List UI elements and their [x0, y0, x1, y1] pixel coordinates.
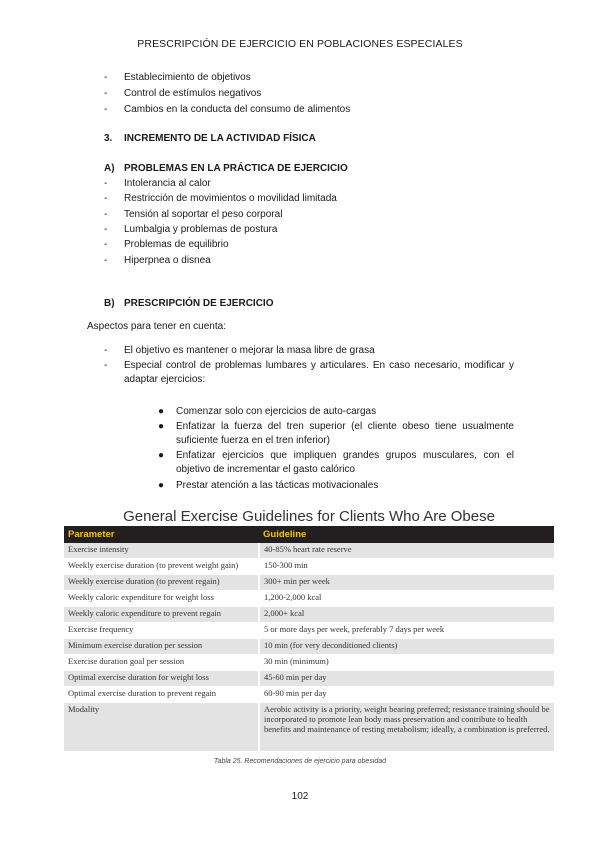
section-heading-b: B) PRESCRIPCIÓN DE EJERCICIO [104, 298, 274, 309]
table-row [64, 687, 554, 703]
list-item: - Tensión al soportar el peso corporal [104, 209, 283, 220]
parameter-cell: Weekly exercise duration (to prevent regain) [64, 575, 259, 591]
list-item: - Intolerancia al calor [104, 178, 211, 189]
guideline-cell: 300+ min per week [259, 575, 554, 591]
parameter-cell: Weekly caloric expenditure to prevent regain [64, 607, 259, 623]
table-row [64, 559, 554, 575]
list-item: - Hiperpnea o disnea [104, 255, 211, 266]
section-heading-a: A) PROBLEMAS EN LA PRÁCTICA DE EJERCICIO [104, 163, 348, 174]
guideline-cell: 45-60 min per day [259, 671, 554, 687]
guideline-cell: 150-300 min [259, 559, 554, 575]
page-number: 102 [291, 791, 309, 802]
list-item: - Establecimiento de objetivos [104, 72, 251, 83]
list-item: - Lumbalgia y problemas de postura [104, 224, 278, 235]
table-row [64, 655, 554, 671]
bullet-item: ● Comenzar solo con ejercicios de auto-cargas [158, 406, 377, 417]
bullet-item: ● Enfatizar la fuerza del tren superior (el cliente obeso tiene usualmente suficiente fuerza en el tren inferior) [158, 421, 514, 446]
bullet-item: ● Prestar atención a las tácticas motivacionales [158, 480, 379, 491]
guideline-cell: 10 min (for very deconditioned clients) [259, 639, 554, 655]
table-row [64, 607, 554, 623]
bullet-item: ● Enfatizar ejercicios que impliquen grandes grupos musculares, con el objetivo de incrementar el gasto calórico [158, 450, 514, 475]
table-header-row [64, 526, 554, 543]
list-item: - Restricción de movimientos o movilidad limitada [104, 193, 337, 204]
guideline-cell: 40-85% heart rate reserve [259, 543, 554, 559]
guideline-cell: 5 or more days per week, preferably 7 days per week [259, 623, 554, 639]
guideline-cell: 2,000+ kcal [259, 607, 554, 623]
parameter-cell: Weekly exercise duration (to prevent weight gain) [64, 559, 259, 575]
parameter-cell: Exercise frequency [64, 623, 259, 639]
list-item: - Control de estímulos negativos [104, 88, 262, 99]
parameter-cell: Minimum exercise duration per session [64, 639, 259, 655]
guideline-cell: 30 min (minimum) [259, 655, 554, 671]
parameter-cell: Optimal exercise duration for weight loss [64, 671, 259, 687]
parameter-cell: Modality [64, 703, 259, 752]
parameter-cell: Exercise duration goal per session [64, 655, 259, 671]
table-caption: Tabla 25. Recomendaciones de ejercicio para obesidad [213, 758, 387, 765]
table-row [64, 575, 554, 591]
table-row [64, 591, 554, 607]
running-header: PRESCRIPCIÓN DE EJERCICIO EN POBLACIONES ESPECIALES [137, 38, 463, 50]
table-row [64, 671, 554, 687]
guideline-cell: 60-90 min per day [259, 687, 554, 703]
guideline-cell: 1,200-2,000 kcal [259, 591, 554, 607]
table-row [64, 543, 554, 559]
table-row [64, 703, 554, 752]
table-title: General Exercise Guidelines for Clients Who Are Obese [123, 508, 495, 525]
list-item: - Problemas de equilibrio [104, 239, 229, 250]
list-item: - Cambios en la conducta del consumo de alimentos [104, 104, 351, 115]
parameter-cell: Optimal exercise duration to prevent regain [64, 687, 259, 703]
guidelines-table [64, 526, 554, 752]
section-heading-3: 3. INCREMENTO DE LA ACTIVIDAD FÍSICA [104, 133, 316, 144]
table-row [64, 623, 554, 639]
column-header-parameter: Parameter [64, 526, 259, 543]
intro-text: Aspectos para tener en cuenta: [87, 321, 226, 332]
list-item: - El objetivo es mantener o mejorar la masa libre de grasa [104, 345, 375, 356]
parameter-cell: Exercise intensity [64, 543, 259, 559]
parameter-cell: Weekly caloric expenditure for weight loss [64, 591, 259, 607]
list-item: - Especial control de problemas lumbares y articulares. En caso necesario, modificar y adaptar ejercicios: [104, 360, 514, 385]
table-row [64, 639, 554, 655]
guideline-cell: Aerobic activity is a priority, weight bearing preferred; resistance training should be incorporated to promote lean body mass preservation and contribute to health benefits and maintenance of resting metabolism; ideally, a combination is preferred. [259, 703, 554, 752]
column-header-guideline: Guideline [259, 526, 554, 543]
